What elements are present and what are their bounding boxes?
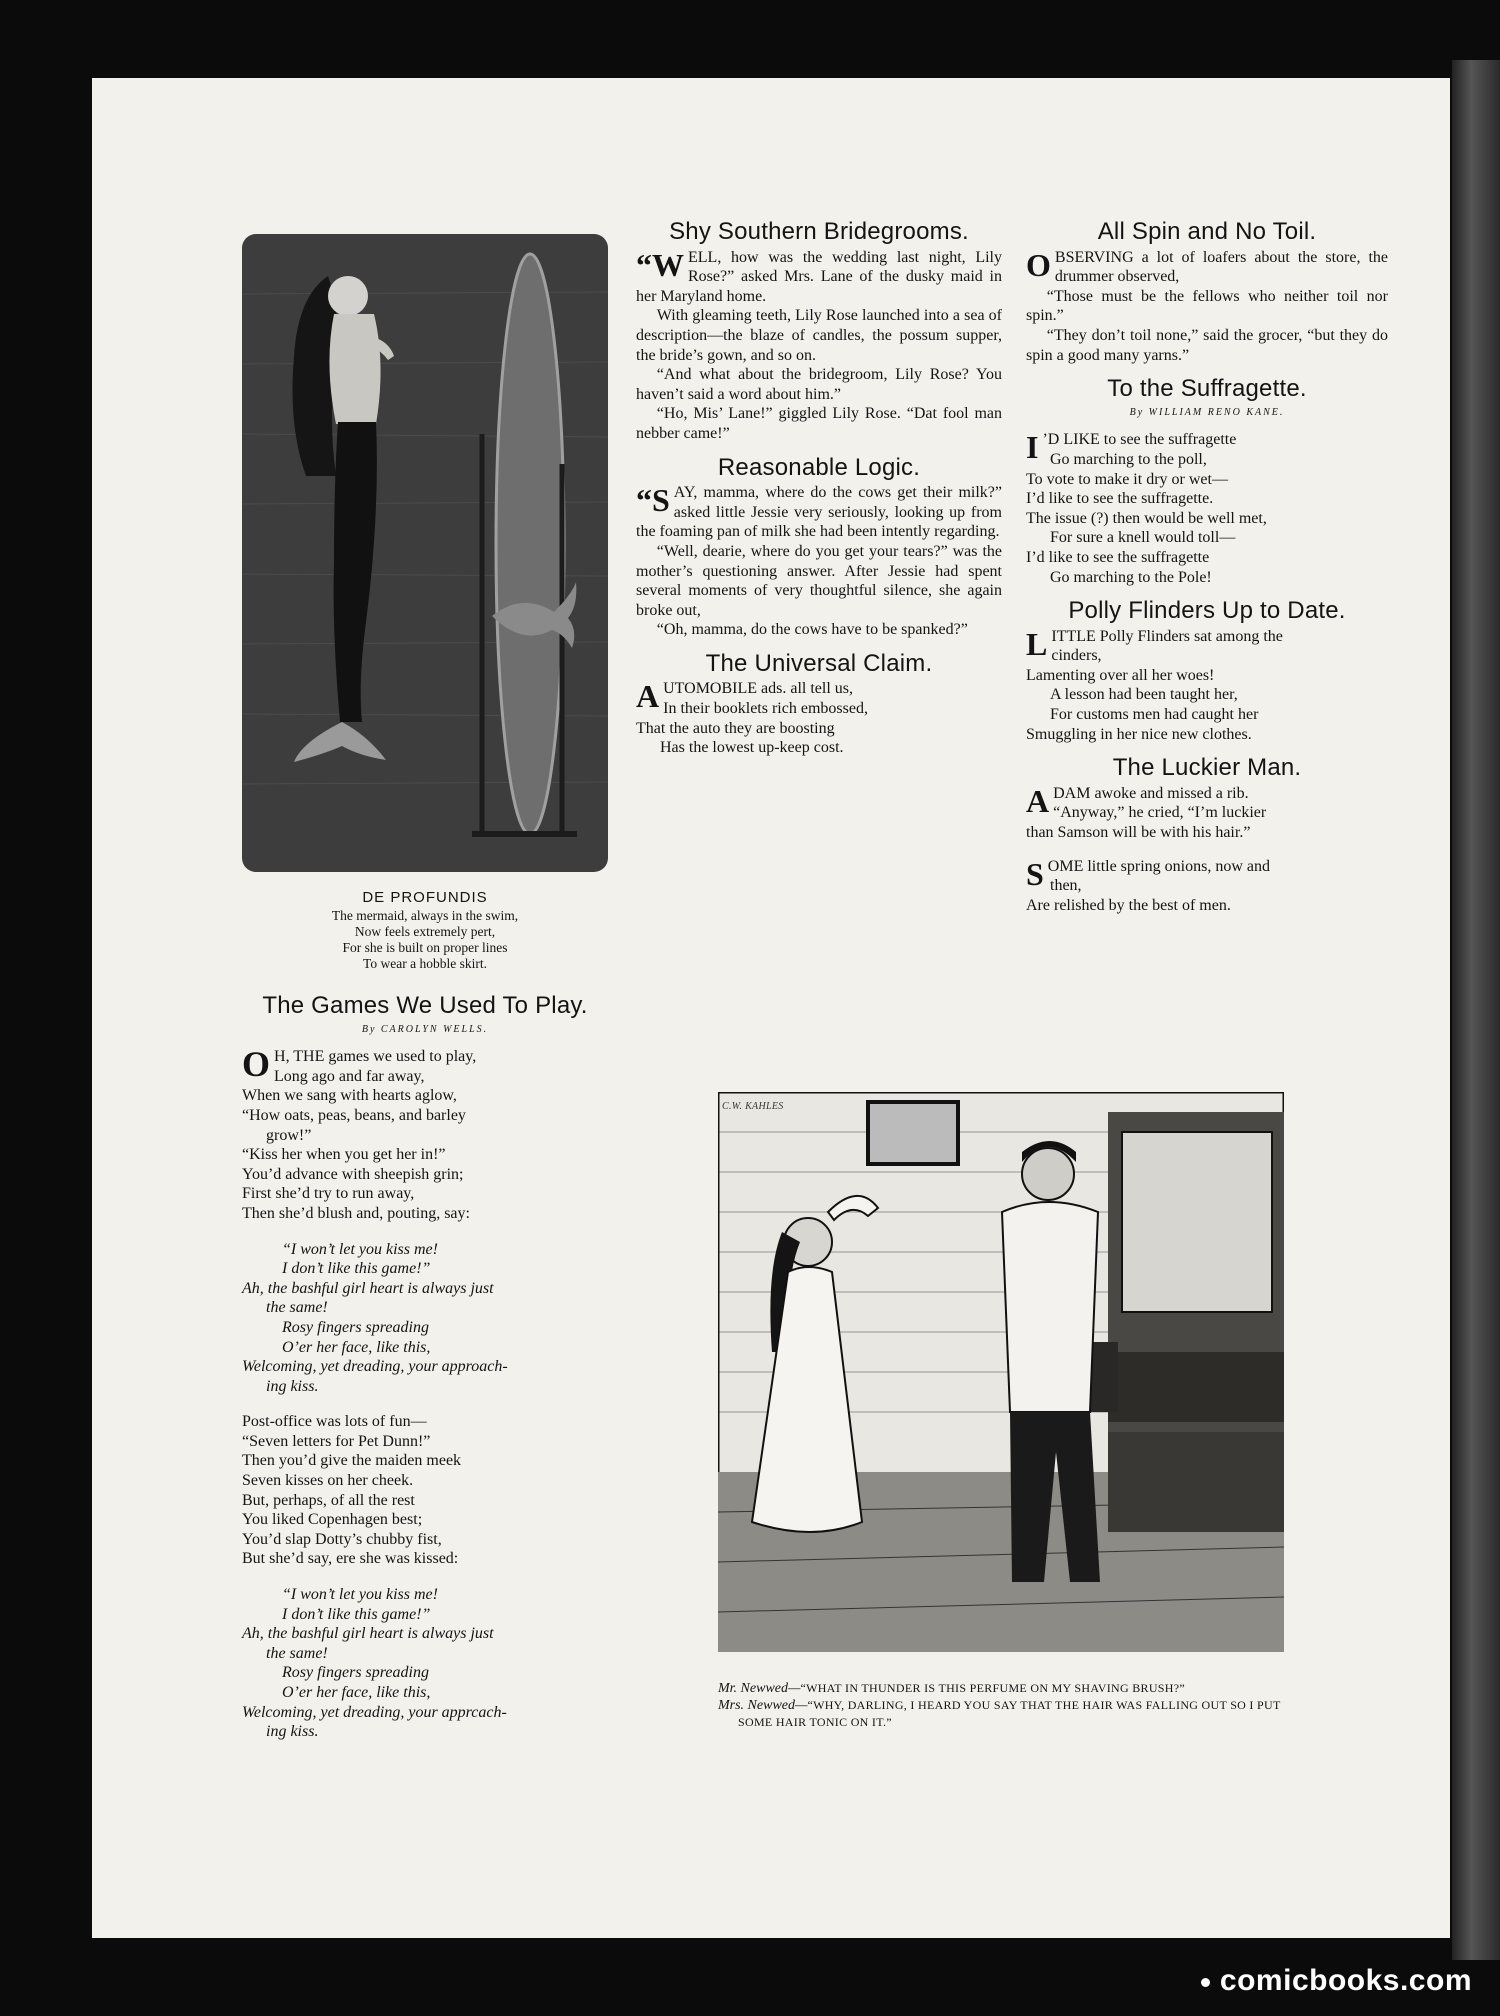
logic-p1 [636, 483, 1002, 542]
games-title: The Games We Used To Play. [262, 992, 588, 1019]
text-line: Are relished by the best of men. [1026, 896, 1231, 914]
verse-line: Ah, the bashful girl heart is always just [242, 1279, 494, 1297]
verse-line: Seven kisses on her cheek. [242, 1472, 414, 1490]
caption-title: DE PROFUNDIS [362, 889, 488, 906]
games-byline: By CAROLYN WELLS. [361, 1023, 489, 1035]
suffragette-byline: By WILLIAM RENO KANE. [1129, 406, 1285, 418]
universal-title: The Universal Claim. [705, 649, 933, 677]
luckier-title: The Luckier Man. [1112, 754, 1302, 782]
verse-line: Rosy fingers spreading [282, 1664, 429, 1682]
drop-cap: A [636, 678, 660, 715]
verse-line: Then she’d blush and, pouting, say: [242, 1204, 470, 1222]
drop-cap: I [1026, 429, 1039, 466]
drop-cap: “W [636, 246, 684, 283]
verse-line: I’d like to see the suffragette [1026, 548, 1210, 566]
drop-cap: O [1026, 246, 1051, 283]
onions-text [1026, 857, 1388, 916]
spin-p3: “They don’t toil none,” said the grocer, “but they do spin a good many yarns.” [1026, 326, 1388, 364]
paragraph-text: AY, mamma, where do the cows get their milk?” asked little Jessie very seriously, looking up from the foaming pan of milk she had been intently regarding. [636, 484, 1002, 541]
dot-icon [1201, 1978, 1210, 1987]
watermark [1201, 1964, 1472, 1998]
verse-line: ’D LIKE to see the suffragette [1042, 431, 1237, 449]
verse-line: O’er her face, like this, [282, 1338, 431, 1356]
middle-column [636, 218, 1002, 758]
verse-line: ing kiss. [266, 1723, 319, 1741]
caption-line: The mermaid, always in the swim, [331, 907, 519, 923]
caption-verse [242, 908, 608, 972]
paragraph-text: BSERVING a lot of loafers about the store, the drummer observed, [1054, 248, 1388, 286]
verse-line: To vote to make it dry or wet— [1026, 470, 1228, 488]
verse-line: You’d advance with sheepish grin; [242, 1165, 464, 1183]
caption-line-2 [718, 1697, 1284, 1731]
drop-cap: O [242, 1044, 271, 1085]
verse-line: Lamenting over all her woes! [1026, 666, 1215, 684]
games-chorus-1 [242, 1240, 608, 1397]
verse-line: the same! [266, 1299, 328, 1317]
shy-p4: “Ho, Mis’ Lane!” giggled Lily Rose. “Dat fool man nebber came!” [636, 405, 1002, 442]
verse-line: Go marching to the Pole! [1050, 568, 1212, 586]
verse-line: “I won’t let you kiss me! [282, 1586, 438, 1604]
caption-line-1 [718, 1680, 1284, 1697]
verse-line: ing kiss. [266, 1377, 319, 1395]
verse-line: “I won’t let you kiss me! [282, 1240, 438, 1258]
verse-line: the same! [266, 1644, 328, 1662]
verse-line: Go marching to the poll, [1050, 450, 1207, 468]
dialogue: “WHAT IN THUNDER IS THIS PERFUME ON MY SHAVING BRUSH?” [800, 1681, 1186, 1695]
polly-title: Polly Flinders Up to Date. [1068, 597, 1346, 625]
verse-line: But she’d say, ere she was kissed: [242, 1550, 459, 1568]
shy-p2: With gleaming teeth, Lily Rose launched into a sea of description—the blaze of candles, the possum supper, the bride’s gown, and so on. [636, 307, 1002, 364]
verse-line: Has the lowest up-keep cost. [660, 739, 844, 757]
paragraph-text: ELL, how was the wedding last night, Lily Rose?” asked Mrs. Lane of the dusky maid in her Maryland home. [636, 248, 1002, 305]
verse-line: Rosy fingers spreading [282, 1318, 429, 1336]
watermark-text: comicbooks.com [1219, 1964, 1472, 1997]
verse-line: I don’t like this game!” [282, 1605, 431, 1623]
verse-line: Then you’d give the maiden meek [242, 1452, 462, 1470]
cartoon-drawing [718, 1092, 1284, 1652]
verse-line: grow!” [266, 1126, 312, 1144]
cartoon-signature: C.W. KAHLES [722, 1101, 784, 1112]
games-chorus-2 [242, 1585, 608, 1742]
speaker-mr: Mr. Newwed— [718, 1681, 801, 1696]
universal-verse [636, 679, 1002, 757]
drop-cap: “S [636, 482, 670, 519]
verse-line: For customs men had caught her [1050, 706, 1259, 724]
suffragette-title: To the Suffragette. [1107, 375, 1307, 403]
verse-line: I’d like to see the suffragette. [1026, 490, 1214, 508]
verse-line: UTOMOBILE ads. all tell us, [663, 680, 854, 698]
suffragette-verse [1026, 430, 1388, 587]
verse-line: H, THE games we used to play, [274, 1048, 477, 1066]
games-stanza-1 [242, 1044, 608, 1223]
caption-line: Now feels extremely pert, [354, 923, 496, 939]
cartoon-caption [718, 1680, 1284, 1731]
verse-line: “Kiss her when you get her in!” [242, 1146, 446, 1164]
verse-line: Smuggling in her nice new clothes. [1026, 725, 1252, 743]
verse-line: Post-office was lots of fun— [242, 1413, 427, 1431]
verse-line: Welcoming, yet dreading, your approach- [242, 1358, 508, 1376]
verse-line: You liked Copenhagen best; [242, 1511, 423, 1529]
spin-p2: “Those must be the fellows who neither toil nor spin.” [1026, 287, 1388, 325]
verse-line: The issue (?) then would be well met, [1026, 509, 1267, 527]
shy-p1 [636, 248, 1002, 307]
verse-line: O’er her face, like this, [282, 1684, 431, 1701]
verse-line: First she’d try to run away, [242, 1185, 415, 1203]
verse-line: Long ago and far away, [274, 1067, 425, 1085]
text-line: than Samson will be with his hair.” [1026, 824, 1251, 842]
caption-line: To wear a hobble skirt. [363, 955, 487, 971]
polly-verse [1026, 627, 1388, 745]
verse-line: “How oats, peas, beans, and barley [242, 1106, 466, 1124]
verse-line: I don’t like this game!” [282, 1260, 431, 1278]
text-line: DAM awoke and missed a rib. [1053, 784, 1249, 802]
drop-cap: S [1026, 855, 1044, 892]
dialogue: “WHY, DARLING, I HEARD YOU SAY THAT THE HAIR WAS FALLING OUT SO I PUT SOME HAIR TONIC ON IT.” [738, 1698, 1281, 1729]
book-spine [1452, 60, 1500, 1960]
logic-title: Reasonable Logic. [717, 453, 921, 481]
verse-line: You’d slap Dotty’s chubby fist, [242, 1530, 442, 1548]
shy-title: Shy Southern Bridegrooms. [669, 218, 969, 245]
mermaid-illustration [242, 234, 608, 872]
verse-line: In their booklets rich embossed, [663, 700, 868, 718]
drop-cap: A [1026, 782, 1050, 819]
speaker-mrs: Mrs. Newwed— [718, 1698, 808, 1713]
spin-p1 [1026, 248, 1388, 287]
games-column [242, 992, 608, 1758]
right-column [1026, 218, 1388, 915]
verse-line: Ah, the bashful girl heart is always just [242, 1625, 494, 1643]
verse-line: cinders, [1051, 647, 1102, 665]
text-line: “Anyway,” he cried, “I’m luckier [1053, 804, 1267, 822]
verse-line: That the auto they are boosting [636, 719, 835, 737]
verse-line: Welcoming, yet dreading, your apprcach- [242, 1703, 507, 1721]
verse-line: For sure a knell would toll— [1050, 529, 1236, 547]
verse-line: When we sang with hearts aglow, [242, 1087, 457, 1105]
verse-line: ITTLE Polly Flinders sat among the [1051, 627, 1283, 645]
shy-p3: “And what about the bridegroom, Lily Rose? You haven’t said a word about him.” [636, 366, 1002, 403]
games-stanza-2 [242, 1412, 608, 1569]
spin-title: All Spin and No Toil. [1097, 218, 1317, 245]
drop-cap: L [1026, 625, 1048, 662]
mermaid-drawing [242, 234, 608, 872]
mermaid-caption [242, 880, 608, 972]
newwed-cartoon [718, 1092, 1284, 1652]
logic-p2: “Well, dearie, where do you get your tears?” was the mother’s questioning answer. After Jessie had spent several moments of very thoughtful silence, she again broke out, [636, 542, 1002, 619]
luckier-text [1026, 784, 1388, 843]
logic-p3: “Oh, mamma, do the cows have to be spanked?” [656, 621, 968, 639]
verse-line: But, perhaps, of all the rest [242, 1491, 415, 1509]
text-line: OME little spring onions, now and [1047, 857, 1271, 875]
caption-line: For she is built on proper lines [342, 939, 508, 955]
verse-line: A lesson had been taught her, [1050, 686, 1238, 704]
verse-line: “Seven letters for Pet Dunn!” [242, 1432, 431, 1450]
text-line: then, [1050, 877, 1082, 895]
